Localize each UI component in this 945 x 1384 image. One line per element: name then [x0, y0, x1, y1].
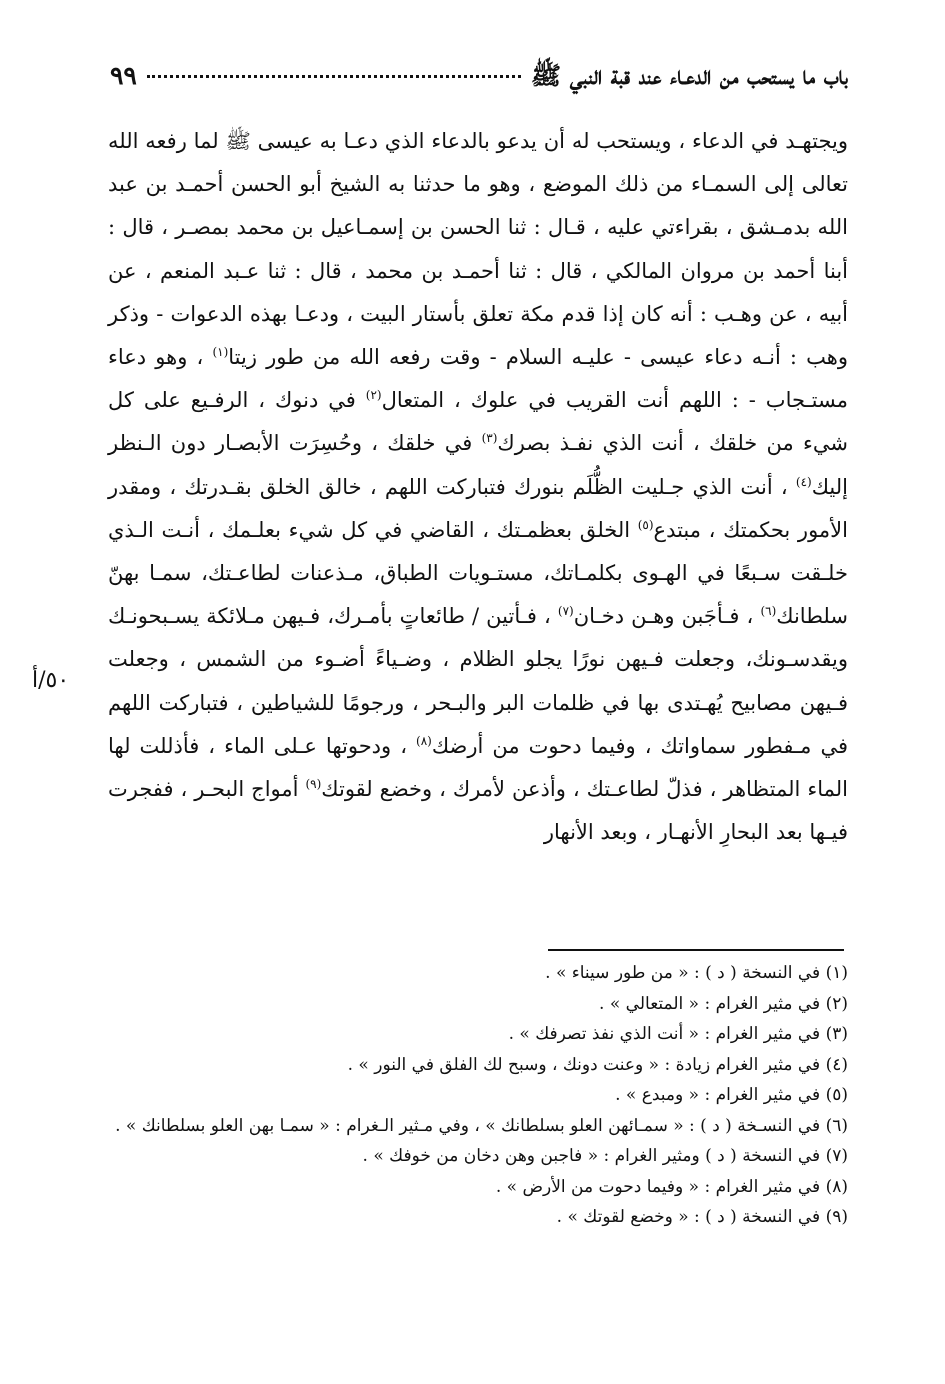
footnote: (٧) في النسخة ( د ) ومثير الغرام : « فاجبن وهن دخان من خوفك » .: [362, 1146, 848, 1166]
header-leader-dots: [147, 75, 521, 78]
footnote-marker: (٥): [637, 517, 654, 532]
text-segment: في دنوك ، الرفـيع على كل شيء من خلقك ، أنت الذي نفـذ بصرك: [108, 388, 848, 456]
footnote: (٢) في مثير الغرام : « المتعالي » .: [599, 993, 848, 1014]
footnote: (٩) في النسخة ( د ) : « وخضع لقوتك » .: [556, 1207, 848, 1227]
running-header: [110, 60, 848, 104]
footnote: (٤) في مثير الغرام زيادة : « وعنت دونك ، وسبح لك الفلق في النور » .: [347, 1054, 848, 1075]
page-number: ٩٩: [110, 61, 137, 90]
footnote: (٥) في مثير الغرام : « ومبدع » .: [615, 1085, 848, 1105]
text-segment: في خلقك ، وحُسِرَت الأبصـار دون الـنظر إليك: [108, 431, 848, 499]
footnote-marker: (٧): [557, 604, 574, 619]
footnote: (٦) في النسـخة ( د ) : « سمـائهن العلو بسلطانك » ، وفي مـثير الـغرام : « سمـا بهن العلو بسلطانك » .: [115, 1115, 848, 1136]
footnotes: [108, 958, 848, 1233]
text-segment: ويجتهـد في الدعاء ، ويستحب له أن يدعو بالدعاء الذي دعـا به عيسى ﷺ لما رفعه الله تعالى إلى السمـاء من ذلك الموضع ، وهو ما حدثنا به الشيخ أبو الحسن أحمـد بن عبد الله بدمـشق ، بقراءتي عليه ، قـال : ثنا الحسن بن إسمـاعيل بن محمد بمصـر ، قال : أبنا أحمد بن مروان المالكي ، قال : ثنا أحمـد بن محمد ، قال : ثنا عـبد المنعم ، عن أبيه ، عن وهـب : أنه كان إذا قدم مكة تعلق بأستار البيت ، ودعـا بهذه الدعوات - وذكر وهب : أنـه دعاء عيسى - عليـه السلام - وقت رفعه الله من طور زيتا: [108, 129, 848, 370]
footnote-marker: (١): [212, 345, 229, 360]
footnote-marker: (٤): [795, 474, 812, 489]
footnote-marker: (٨): [416, 733, 432, 748]
footnote-marker: (٦): [760, 604, 777, 619]
text-segment: ، فـأتين / طائعاتٍ بأمـرك، فـيهن مـلائكة يسـبحونـك ويقدسـونك، وجعلت فـيهن نورًا يجلو الظلام ، وضـياءً أضـوء من الشمس ، وجعلت فـيهن مصابيح يُهـتدى بها في ظلمات البر والبـحر ، ورجومًا للشياطين ، فتباركت اللهم في مـفطور سماواتك ، وفيما دحوت من أرضك: [108, 604, 848, 758]
text-segment: أمواج البحـر ، ففجرت فيـها بعد البحارِ الأنهـار ، وبعد الأنهار: [108, 777, 848, 845]
footnote-marker: (٩): [305, 777, 322, 792]
footnote-separator: [548, 949, 844, 951]
footnote: (٣) في مثير الغرام : « أنت الذي نفذ تصرفك » .: [508, 1024, 848, 1044]
chapter-title: باب ما يستحب من الدعـاء عند قبة النبي ﷺ: [530, 61, 848, 90]
footnote: (٨) في مثير الغرام : « وفيما دحوت من الأرض » .: [495, 1176, 848, 1197]
text-segment: ، أنت الذي جـليت الظُّلَم بنورك فتباركت اللهم ، خالق الخلق بقـدرتك ، ومقدر الأمور بحكمتك ، مبتدع: [108, 474, 848, 542]
text-segment: ، ودحوتها عـلى الماء ، فأذللت لها الماء المتظاهر ، فذلّ لطاعـتك ، وأذعن لأمرك ، وخضع لقوتك: [108, 733, 848, 802]
main-text: [108, 120, 848, 854]
footnote-marker: (٣): [481, 431, 498, 446]
text-segment: ، فـأجَبن وهـن دخـان: [573, 604, 754, 629]
footnote: (١) في النسخة ( د ) : « من طور سيناء » .: [545, 963, 848, 983]
manuscript-folio-marker: ٥٠/أ: [32, 668, 70, 693]
text-segment: الخلق بعظمـتك ، القاضي في كل شيء بعلـمك ، أنـت الـذي خلـقت سـبعًا في الهـوى بكلمـاتك، مستـويات الطباق، مـذعنات لطاعـتك، سمـا بهنّ سلطانك: [108, 517, 848, 629]
text-segment: ، وهو دعاء مستـجاب - : اللهم أنت القريب في علوك ، المتعال: [108, 345, 848, 413]
footnote-marker: (٢): [365, 388, 382, 403]
